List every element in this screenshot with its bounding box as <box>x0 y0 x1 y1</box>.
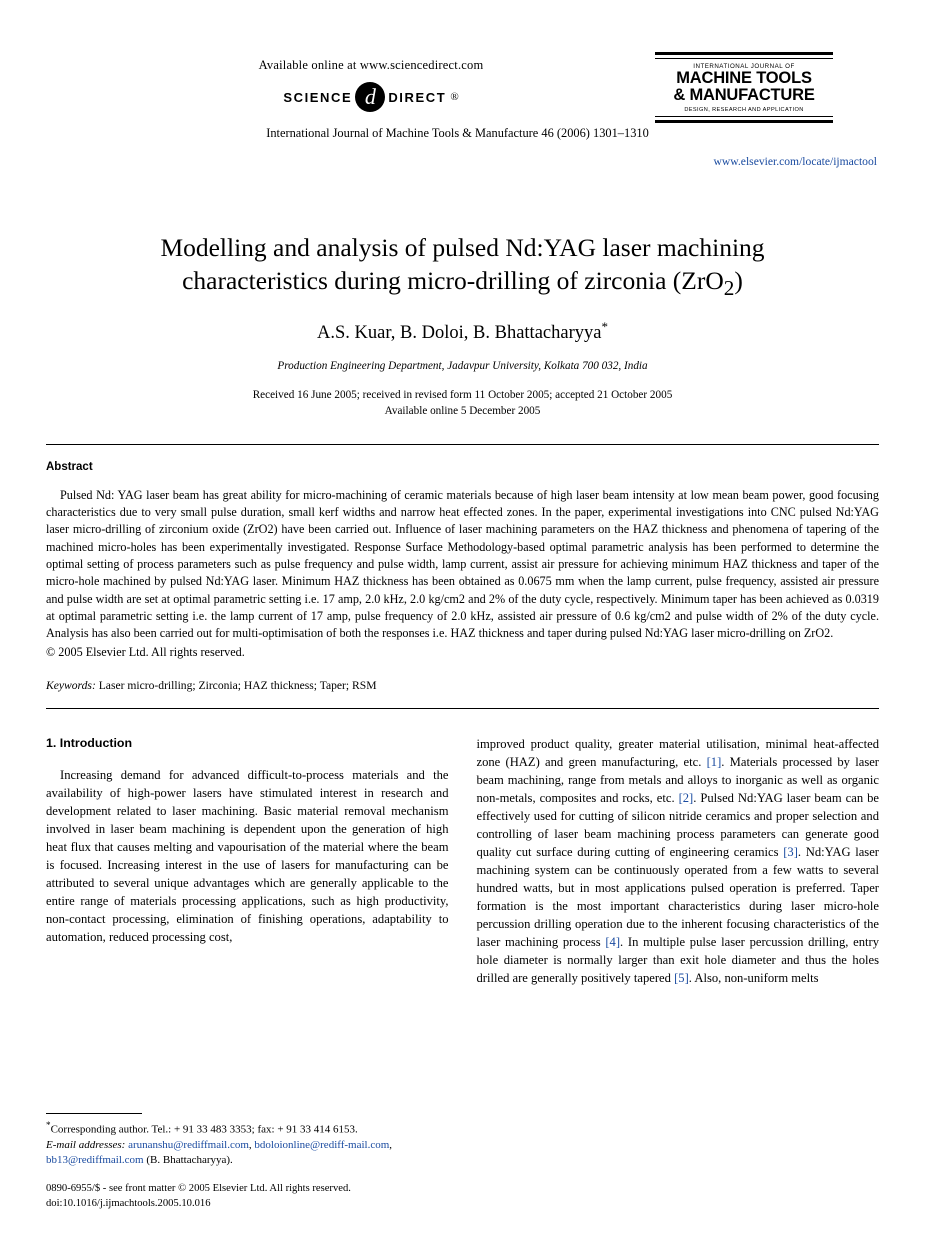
logo-rule-bottom <box>655 116 833 123</box>
paper-title <box>46 232 879 302</box>
article-dates <box>46 387 879 419</box>
sciencedirect-word-left: SCIENCE <box>283 89 353 105</box>
journal-logo-tagline: DESIGN, RESEARCH AND APPLICATION <box>684 106 804 113</box>
corresponding-author-text: Corresponding author. Tel.: + 91 33 483 3353; fax: + 91 33 414 6153. <box>50 1123 358 1136</box>
email-note: E-mail addresses: arunanshu@rediffmail.com, bdoloionline@rediff-mail.com, bb13@rediffmail.com (B. Bhattacharyya). <box>46 1138 393 1166</box>
elsevier-url-link[interactable]: www.elsevier.com/locate/ijmactool <box>713 155 877 168</box>
imprint-line-2 <box>46 1197 351 1212</box>
copyright-line: © 2005 Elsevier Ltd. All rights reserved. <box>46 645 245 660</box>
citation-link-1[interactable]: [1] <box>706 754 722 769</box>
affiliation: Production Engineering Department, Jadavpur University, Kolkata 700 032, India <box>277 360 648 373</box>
available-online-text: Available online at www.sciencedirect.com <box>258 58 484 72</box>
footnote-rule <box>46 1113 142 1114</box>
email-link-3[interactable]: bb13@rediffmail.com <box>46 1153 144 1166</box>
text-run: . Pulsed Nd:YAG laser beam can be effectively used for cutting of silicon nitride ceramics and proper selection and controlling of laser beam machining process parameters can generate good quality cut surface during cutting of engineering ceramics <box>476 790 879 859</box>
corresponding-author-note <box>46 1119 449 1138</box>
email-link-2a[interactable]: bdoloionline@rediff- <box>254 1138 349 1151</box>
intro-paragraph-right <box>477 735 880 987</box>
keywords-label: Keywords: <box>46 678 96 692</box>
sciencedirect-logo <box>91 82 651 112</box>
logo-rule-top <box>655 52 833 59</box>
citation-link-3[interactable]: [3] <box>783 844 798 859</box>
available-online-date: Available online 5 December 2005 <box>384 405 541 418</box>
paper-title-line-2-b: ) <box>734 265 743 295</box>
keywords <box>46 679 879 692</box>
author-names: A.S. Kuar, B. Doloi, B. Bhattacharyya <box>317 323 602 344</box>
email-link-1[interactable]: arunanshu@rediffmail.com <box>128 1138 249 1151</box>
journal-logo-title-2: & MANUFACTURE <box>673 86 815 105</box>
journal-logo-title-1: MACHINE TOOLS <box>676 69 812 87</box>
citation-link-4[interactable]: [4] <box>605 934 621 949</box>
footnote-block <box>46 1113 449 1168</box>
body-columns <box>46 735 879 987</box>
column-right <box>477 735 880 987</box>
section-heading-introduction: 1. Introduction <box>46 735 133 750</box>
journal-logo-small-line: INTERNATIONAL JOURNAL OF <box>693 63 795 70</box>
imprint-block <box>46 1182 351 1212</box>
abstract-text: Pulsed Nd: YAG laser beam has great ability for micro-machining of ceramic materials because of high laser beam intensity at low mean beam power, good focusing characteristics due to very small pulse duration, small kerf widths and narrow heat effected zones. In the paper, experimental investigations into CNC pulsed Nd:YAG laser micro-drilling of zirconium oxide (ZrO2) have been carried out. Influence of laser machining parameters on the HAZ thickness and phenomena of tapering of the machined micro-holes has been experimentally investigated. Response Surface Methodology-based optimal parametric analysis has been performed to determine the optimal setting of process parameters such as pulse frequency and pulse width, lamp current, assist air pressure for achieving minimum HAZ thickness and taper of the micro-hole machined by pulsed Nd:YAG laser. Minimum HAZ thickness has been obtained as 0.0675 mm when the lamp current, pulse frequency, assisted air pressure and pulse width are set at optimal parametric setting i.e. 17 amp, 2.0 kHz, 2.0 kg/cm2 and 2% of the duty cycle, respectively. Minimum taper has been achieved as 0.0319 at optimal parametric setting i.e. the lamp current of 17 amp, pulse frequency of 2.0 kHz, assisted air pressure of 0.6 kg/cm2 and pulse width of 2% of the duty cycle. Analysis has also been carried out for multi-optimisation of both the responses i.e. HAZ thickness and taper during pulsed Nd:YAG laser micro-drilling on ZrO2. <box>46 487 879 641</box>
doi-value[interactable]: 10.1016/j.ijmachtools.2005.10.016 <box>62 1198 211 1210</box>
footnote-star: * <box>46 1119 51 1130</box>
abstract-heading: Abstract <box>46 460 93 473</box>
received-date: Received 16 June 2005; received in revised form 11 October 2005; accepted 21 October 2005 <box>252 389 673 402</box>
page-header <box>46 0 879 198</box>
paper-title-line-2 <box>46 265 879 302</box>
text-run: . Materials processed by laser beam machining, range from metals and alloys to inorganic as well as organic non-metals, composites and rocks, etc. <box>476 754 879 805</box>
sciencedirect-block <box>91 58 651 112</box>
divider-abstract <box>46 708 879 709</box>
citation-link-5[interactable]: [5] <box>674 970 689 985</box>
sciencedirect-glyph-icon: d <box>355 82 385 112</box>
imprint-line-1: 0890-6955/$ - see front matter © 2005 Elsevier Ltd. All rights reserved. <box>46 1183 351 1195</box>
text-run: . Also, non-uniform melts <box>688 970 819 985</box>
citation-link-2[interactable]: [2] <box>678 790 694 805</box>
divider-top <box>46 444 879 445</box>
email-link-2b[interactable]: mail.com <box>348 1138 390 1151</box>
intro-paragraph-left: Increasing demand for advanced difficult-to-process materials and the availability of high-power lasers have stimulated interest in research and development related to laser machining. Basic material removal mechanism involved in laser beam machining is dependent upon the generation of high heat flux that causes melting and vapourisation of the material where the beam is focused. Increasing interest in the use of lasers for manufacturing can be attributed to several unique advantages which are generally applicable to the entire range of materials processing applications, such as high productivity, non-contact processing, elimination of finishing operations, adaptability to automation, reduced processing cost, <box>46 767 449 944</box>
text-run: improved product quality, greater material utilisation, minimal heat-affected zone (HAZ) and green manufacturing, etc. <box>476 736 879 769</box>
sciencedirect-word-right: DIRECT <box>388 89 447 105</box>
paper-title-line-2-a: characteristics during micro-drilling of zirconia (ZrO <box>182 265 724 295</box>
paper-title-line-1: Modelling and analysis of pulsed Nd:YAG laser machining <box>160 233 765 262</box>
registered-mark-icon: ® <box>450 91 459 103</box>
email-tail: (B. Bhattacharyya). <box>146 1153 233 1166</box>
text-run: . Nd:YAG laser machining system can be continuously operated from a few watts to several hundred watts, but in most applications pulsed operation is preferred. Taper formation is the most important characteristics during laser micro-hole percussion drilling operation due to the inherent focusing characteristics of the laser machining process <box>476 844 879 949</box>
journal-reference: International Journal of Machine Tools & Manufacture 46 (2006) 1301–1310 <box>266 126 649 140</box>
paper-title-subscript: 2 <box>723 275 735 300</box>
doi-label: doi: <box>46 1198 63 1210</box>
corresponding-author-marker: * <box>601 318 608 334</box>
text-run: . In multiple pulse laser percussion drilling, entry hole diameter is normally larger than exit hole diameter and thus the holes drilled are generally positively tapered <box>476 934 879 985</box>
author-list <box>46 319 879 344</box>
email-label: E-mail addresses: <box>46 1138 126 1151</box>
keywords-value: Laser micro-drilling; Zirconia; HAZ thickness; Taper; RSM <box>98 678 377 692</box>
journal-logo <box>655 52 833 123</box>
column-left <box>46 735 449 987</box>
